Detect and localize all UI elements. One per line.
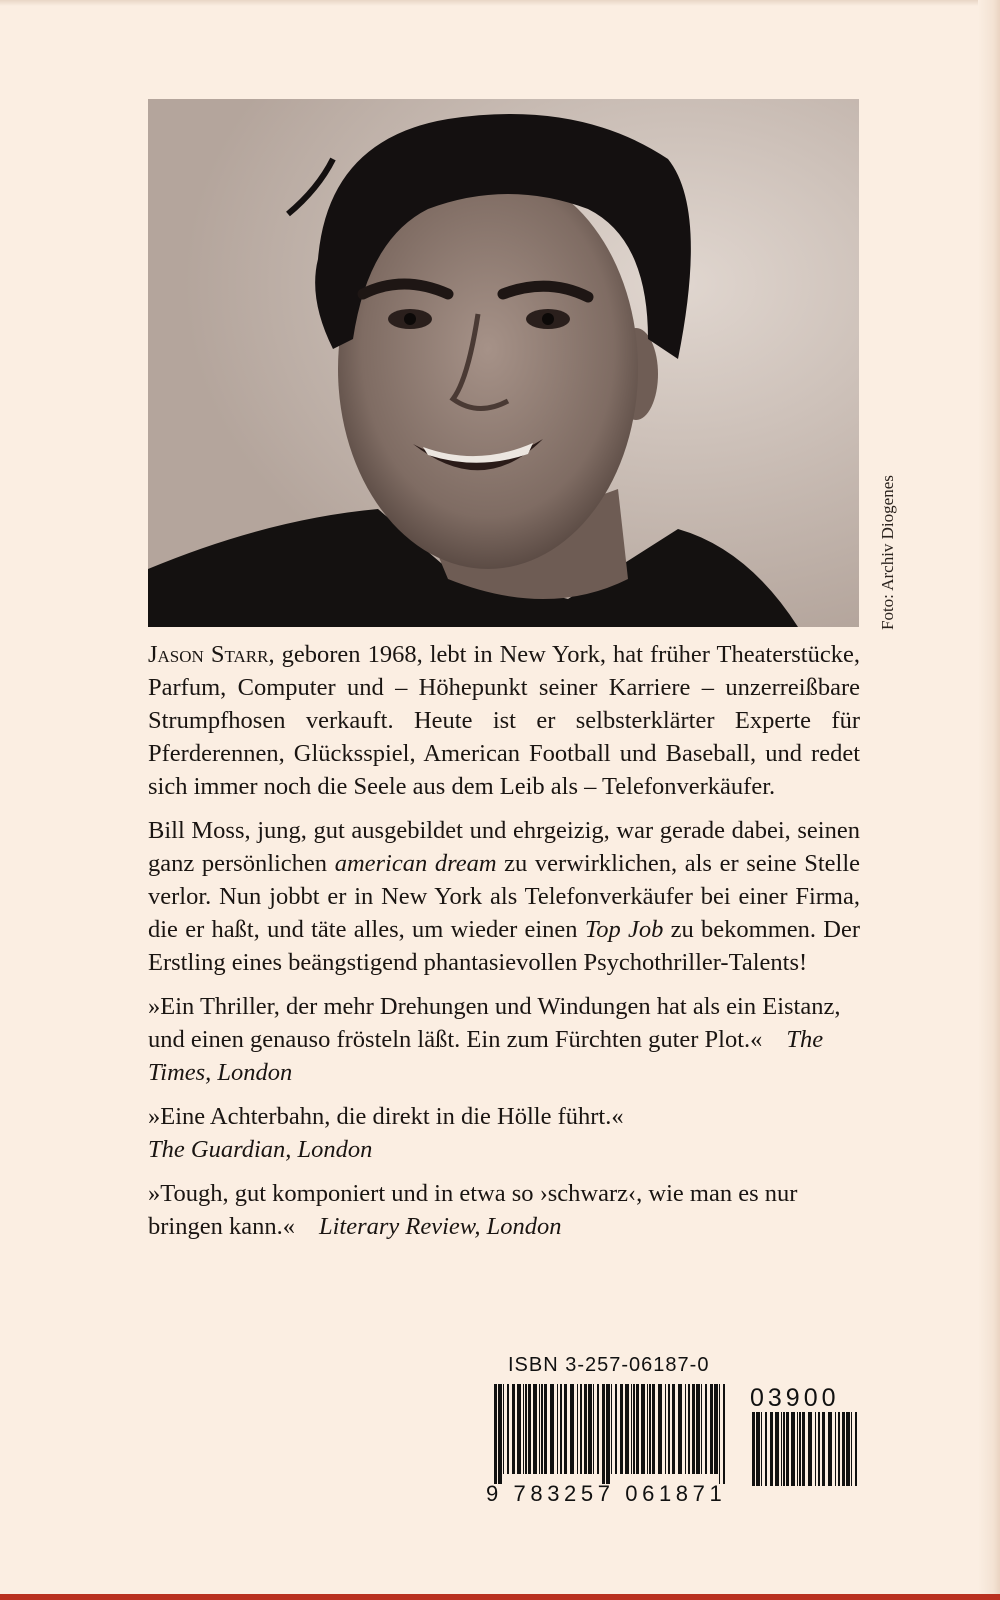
barcode-bar (855, 1412, 857, 1486)
author-name: Jason Starr (148, 641, 269, 668)
barcode-bar (752, 1412, 755, 1486)
barcode-bar (797, 1412, 798, 1486)
barcode-bar (507, 1384, 509, 1474)
price-addon-barcode (750, 1412, 862, 1496)
barcode-bar (560, 1384, 562, 1474)
barcode-bar (584, 1384, 587, 1474)
barcode-bar (588, 1384, 592, 1474)
barcode-bar (577, 1384, 578, 1474)
ean-barcode (492, 1384, 732, 1484)
barcode-bar (550, 1384, 554, 1474)
barcode-bar (828, 1412, 832, 1486)
barcode-bar (705, 1384, 707, 1474)
barcode-bar (517, 1384, 521, 1474)
barcode-bar (719, 1384, 720, 1484)
quote-source: Literary Review, London (318, 1213, 562, 1240)
barcode-bar (649, 1384, 651, 1474)
blurb-italic-1: american dream (334, 850, 497, 877)
barcode-bar (783, 1412, 785, 1486)
barcode-bar (838, 1412, 840, 1486)
barcode-bar (714, 1384, 718, 1474)
page-edge-bottom (0, 1594, 1000, 1600)
barcode-bar (765, 1412, 767, 1486)
barcode-bar (652, 1384, 655, 1474)
barcode-bar (808, 1412, 812, 1486)
blurb-italic-2: Top Job (584, 916, 664, 943)
isbn-number: ISBN 3-257-06187-0 (508, 1354, 710, 1376)
page-edge-top (0, 0, 1000, 6)
barcode-bar (791, 1412, 795, 1486)
barcode-bar (606, 1384, 610, 1484)
barcode-bar (498, 1384, 502, 1484)
barcode-bar (775, 1412, 779, 1486)
barcode-bar (615, 1384, 617, 1474)
barcode-bar (723, 1384, 725, 1484)
blurb-part-1: Bill Moss, jung, gut ausgebildet und ehrgeizig, war gerade dabei, seinen ganz persönlichen (148, 817, 860, 877)
barcode-bar (678, 1384, 682, 1474)
barcode-bar (631, 1384, 632, 1474)
page-edge-right (978, 0, 1000, 1600)
barcode-bar (580, 1384, 582, 1474)
barcode-bar (625, 1384, 629, 1474)
barcode-bar (647, 1384, 648, 1474)
barcode-bar (633, 1384, 635, 1474)
barcode-bar (636, 1384, 639, 1474)
barcode-bar (756, 1412, 760, 1486)
barcode-bar (620, 1384, 623, 1474)
quote-source: The Times, London (148, 1026, 824, 1086)
barcode-area (486, 1354, 862, 1514)
barcode-bar (685, 1384, 686, 1474)
barcode-bar (696, 1384, 700, 1474)
barcode-bar (564, 1384, 567, 1474)
barcode-bar (512, 1384, 515, 1474)
review-quote-1 (148, 990, 860, 1089)
author-bio (148, 638, 860, 803)
ean-digits: 9 783257 061871 (486, 1481, 727, 1506)
barcode-bar (494, 1384, 497, 1484)
barcode-bar (781, 1412, 782, 1486)
author-bio-text: , geboren 1968, lebt in New York, hat früher Theaterstücke, Parfum, Computer und – Höhepunkt seiner Karriere – unzerreißbare Strumpfhosen verkauft. Heute ist er selbsterklärter Experte für Pferderennen, Glücksspiel, American Football und Baseball, und redet sich immer noch die Seele aus dem Leib als – Telefonverkäufer. (148, 641, 860, 800)
quote-source: The Guardian, London (148, 1136, 373, 1163)
book-blurb (148, 814, 860, 979)
blurb-part-3: zu bekommen. Der Erstling eines beängstigend phantasievollen Psychothriller-Talents! (148, 916, 860, 976)
barcode-bar (641, 1384, 645, 1474)
barcode-bar (822, 1412, 825, 1486)
barcode-bar (851, 1412, 852, 1486)
barcode-bar (611, 1384, 612, 1474)
blurb-part-2: zu verwirklichen, als er seine Stelle verlor. Nun jobbt er in New York als Telefonverkäufer bei einer Firma, die er haßt, und täte alles, um wieder einen (148, 850, 860, 943)
barcode-bar (761, 1412, 762, 1486)
barcode-bar (842, 1412, 845, 1486)
barcode-bar (525, 1384, 527, 1474)
quote-text: »Ein Thriller, der mehr Drehungen und Windungen hat als ein Eistanz, und einen genauso frösteln läßt. Ein zum Fürchten guter Plot.« (148, 993, 841, 1053)
barcode-bar (523, 1384, 524, 1474)
barcode-bar (846, 1412, 850, 1486)
barcode-bar (658, 1384, 662, 1474)
barcode-bar (544, 1384, 547, 1474)
quote-text: »Eine Achterbahn, die direkt in die Hölle führt.« (148, 1103, 624, 1130)
barcode-bar (710, 1384, 713, 1474)
barcode-bar (818, 1412, 820, 1486)
photo-credit: Foto: Archiv Diogenes (878, 475, 897, 630)
barcode-bar (539, 1384, 540, 1474)
review-quote-2 (148, 1100, 860, 1166)
back-cover-text (148, 638, 860, 1254)
barcode-bar (672, 1384, 675, 1474)
barcode-bar (528, 1384, 531, 1474)
price-code: 03900 (750, 1384, 840, 1412)
barcode-bar (533, 1384, 537, 1474)
barcode-bar (665, 1384, 666, 1474)
barcode-bar (835, 1412, 836, 1486)
barcode-bar (802, 1412, 805, 1486)
barcode-bar (692, 1384, 695, 1474)
barcode-bar (593, 1384, 594, 1474)
barcode-bar (770, 1412, 773, 1486)
barcode-bar (541, 1384, 543, 1474)
barcode-bar (688, 1384, 690, 1474)
review-quote-3 (148, 1177, 860, 1243)
barcode-bar (602, 1384, 605, 1484)
barcode-bar (799, 1412, 801, 1486)
barcode-bar (668, 1384, 670, 1474)
barcode-bar (701, 1384, 702, 1474)
barcode-bar (786, 1412, 789, 1486)
barcode-bar (557, 1384, 558, 1474)
barcode-bar (503, 1384, 504, 1474)
quote-text: »Tough, gut komponiert und in etwa so ›schwarz‹, wie man es nur bringen kann.« (148, 1180, 798, 1240)
barcode-bar (815, 1412, 816, 1486)
barcode-bar (570, 1384, 574, 1474)
barcode-bar (597, 1384, 599, 1474)
author-photo (148, 99, 859, 627)
